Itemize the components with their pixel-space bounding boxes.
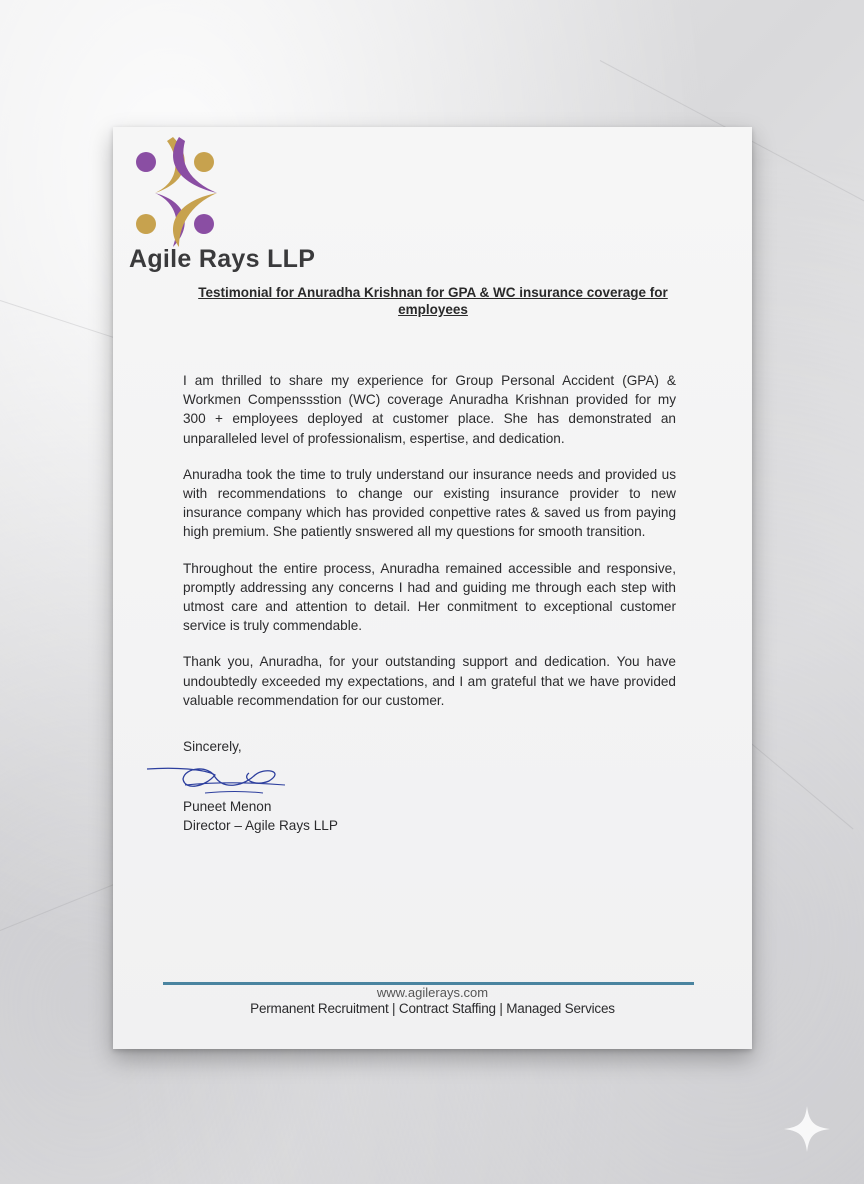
body-paragraph: Thank you, Anuradha, for your outstanding support and dedication. You have undoubtedly exceeded my expectations, and I am grateful that we have provided valuable recommendation for our customer. — [183, 654, 676, 708]
company-name: Agile Rays LLP — [129, 245, 316, 273]
signer-name: Puneet Menon — [183, 799, 272, 814]
letter-body — [183, 371, 676, 727]
footer-services: Permanent Recruitment | Contract Staffing | Managed Services — [250, 1001, 615, 1016]
letter-title: Testimonial for Anuradha Krishnan for GPA & WC insurance coverage for employees — [198, 285, 668, 317]
body-paragraph: I am thrilled to share my experience for Group Personal Accident (GPA) & Workmen Compenssstion (WC) coverage Anuradha Krishnan provided for my 300 + employees deployed at customer place. She has demonstrated an unparalleled level of professionalism, espertise, and dedication. — [183, 373, 676, 446]
letter-sheet — [113, 127, 752, 1049]
closing-salutation: Sincerely, — [183, 739, 242, 754]
signer-block — [183, 797, 338, 835]
body-paragraph: Throughout the entire process, Anuradha remained accessible and responsive, promptly addressing any concerns I had and guiding me through each step with utmost care and attention to detail. Her conmitment to exceptional customer service is truly commendable. — [183, 560, 676, 634]
sparkle-icon — [782, 1104, 832, 1154]
signer-title: Director – Agile Rays LLP — [183, 818, 338, 833]
company-logo — [133, 137, 223, 247]
body-paragraph: Anuradha took the time to truly understand our insurance needs and provided us with recommendations to change our existing insurance provider to new insurance company which has provided conpettive rates & saved us from paying high premium. She patiently snswered all my questions for smooth transition. — [183, 466, 676, 540]
footer-website: www.agilerays.com — [376, 985, 489, 1000]
